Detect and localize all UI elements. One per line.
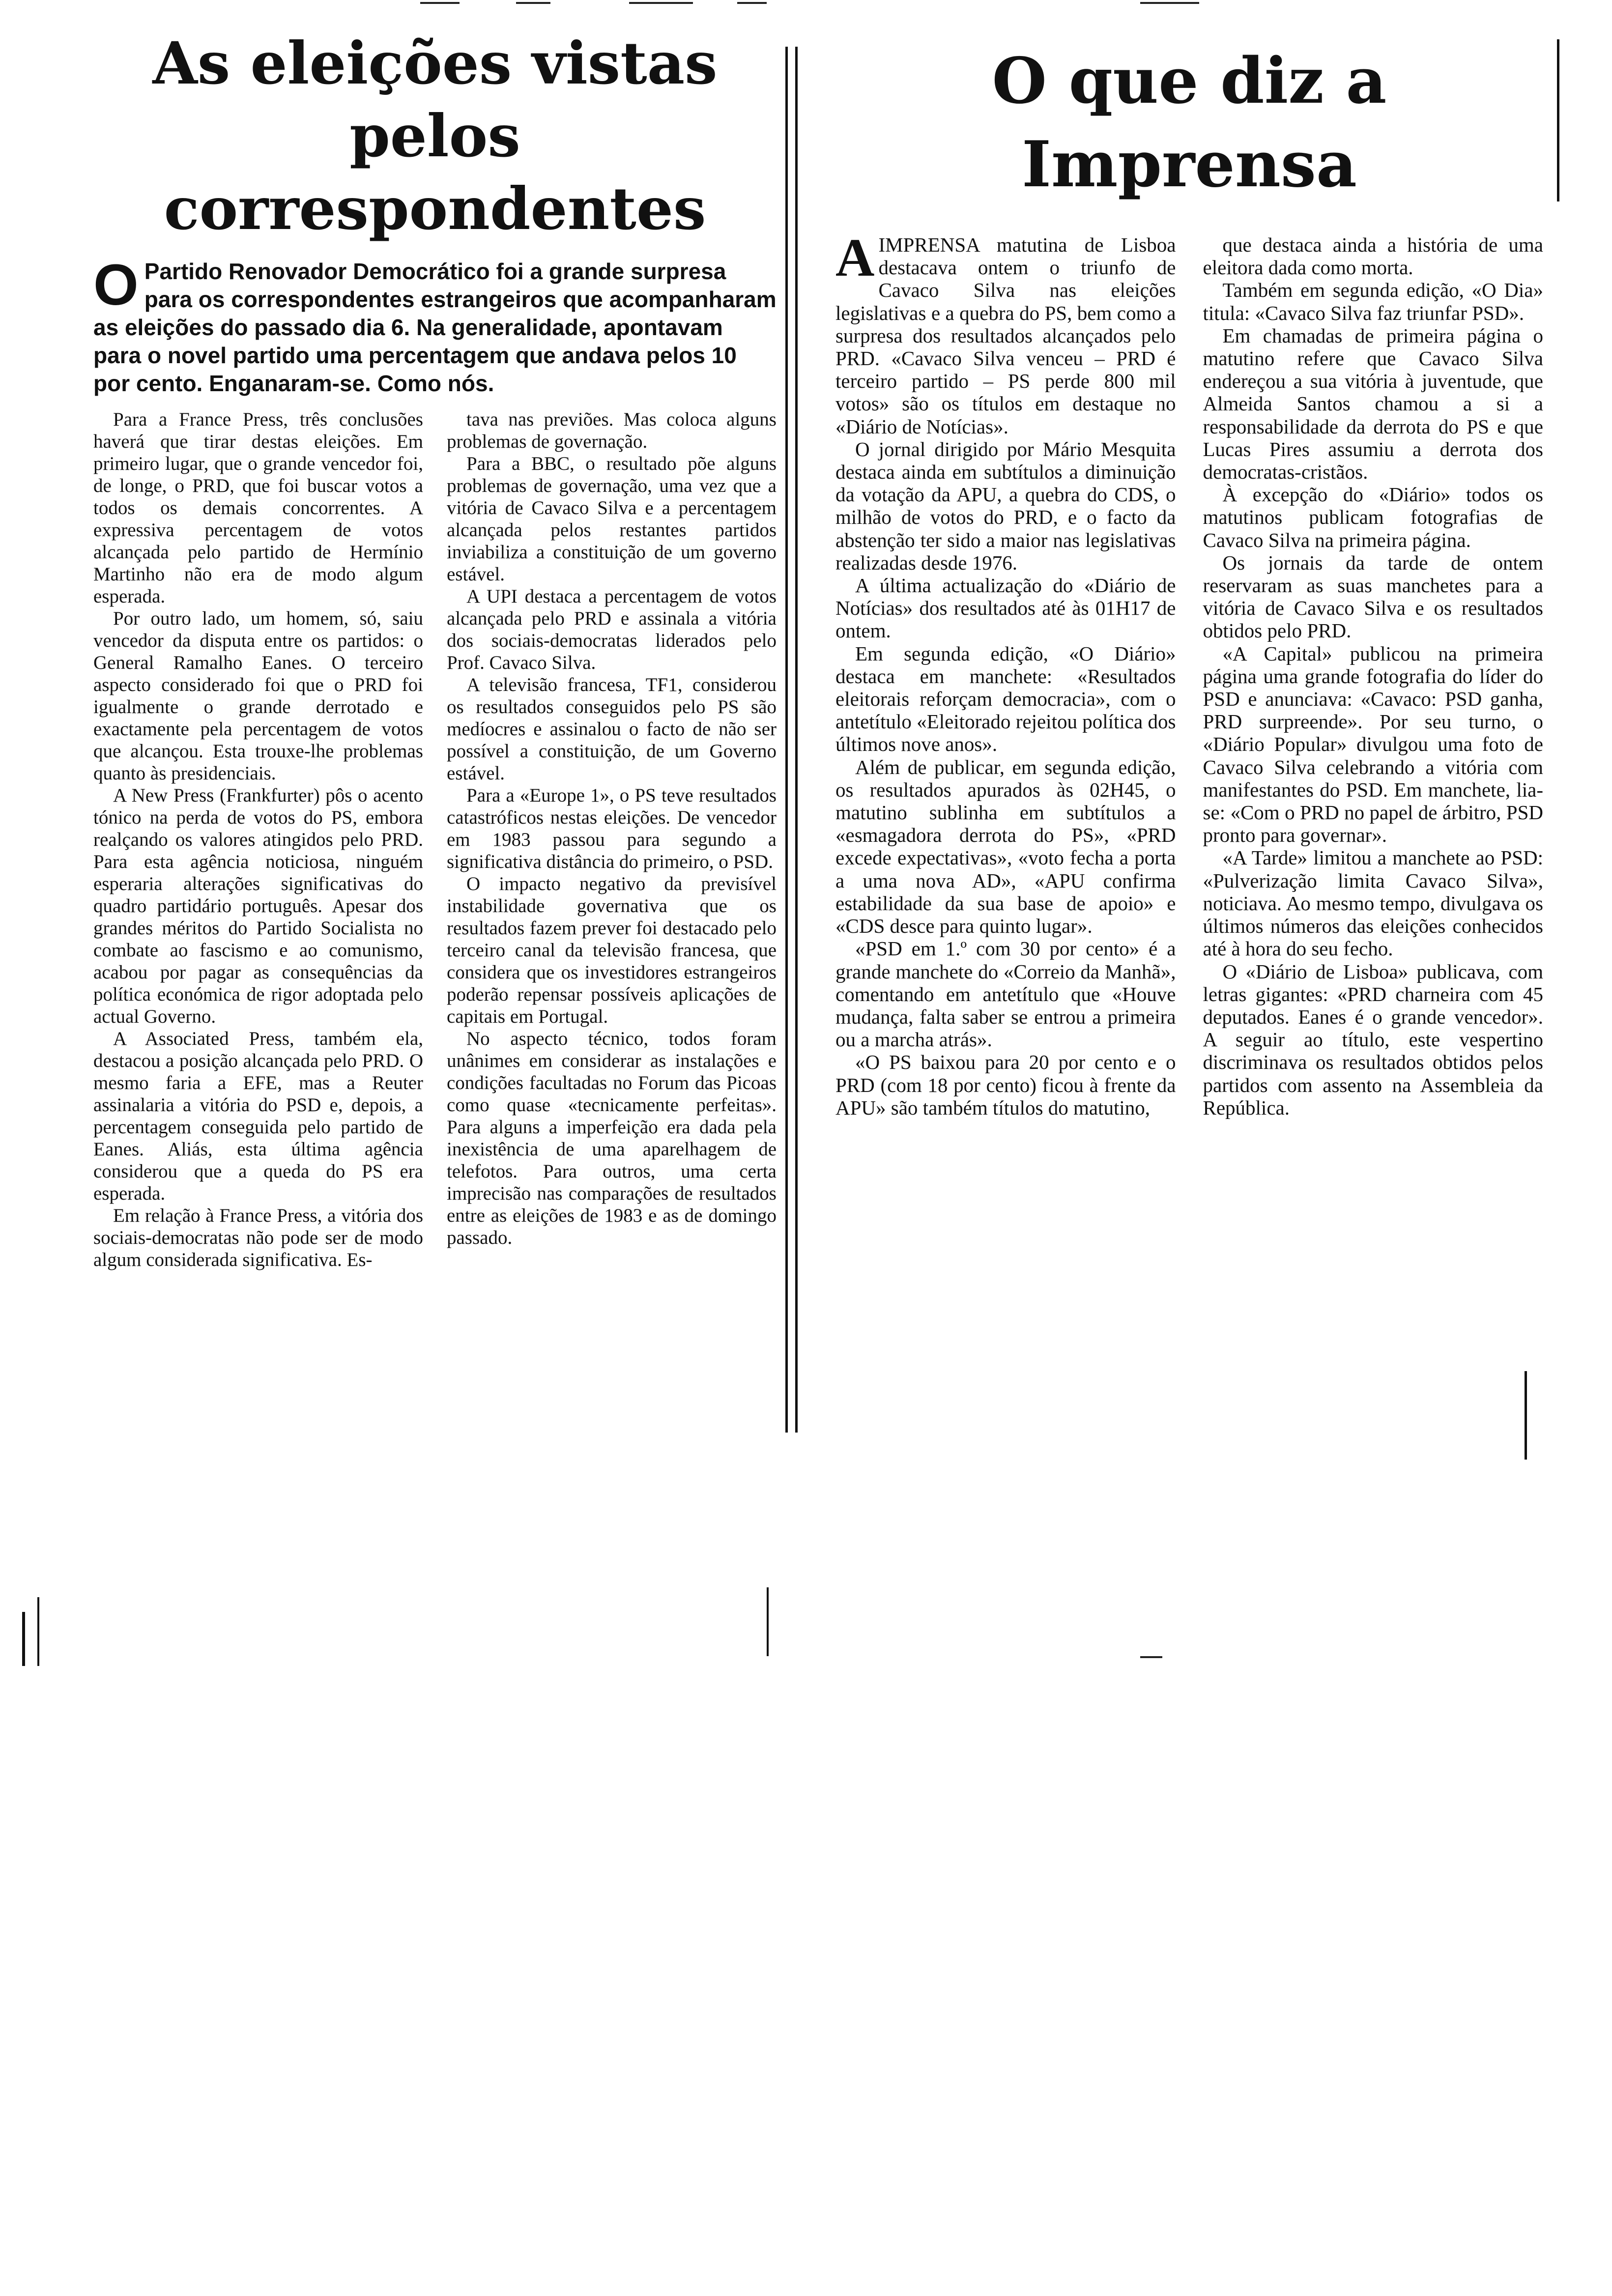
paragraph: tava nas previões. Mas coloca alguns problemas de governação. xyxy=(447,409,777,452)
paragraph: A UPI destaca a percentagem de votos alcançada pelo PRD e assinala a vitória dos sociais-democratas liderados pelo Prof. Cavaco Silva. xyxy=(447,586,777,673)
article-correspondentes xyxy=(93,0,777,1271)
paragraph: «A Tarde» limitou a manchete ao PSD: «Pulverização limita Cavaco Silva», noticiava. Ao mesmo tempo, divulgava os últimos números das eleições conhecidos até à hora do seu fecho. xyxy=(1203,846,1543,960)
column-rule xyxy=(1525,1371,1527,1460)
article-column-1 xyxy=(835,228,1176,1119)
paragraph: Em segunda edição, «O Diário» destaca em manchete: «Resultados eleitorais reforçam democracia», com o antetítulo «Eleitorado rejeitou política dos últimos nove anos». xyxy=(835,642,1176,756)
column-rule xyxy=(22,1612,25,1666)
paragraph: A Associated Press, também ela, destacou a posição alcançada pelo PRD. O mesmo faria a EFE, mas a Reuter assinalaria a vitória do PSD e, depois, a percentagem conseguida pelo partido de Eanes. Aliás, esta última agência considerou que a queda do PS era esperada. xyxy=(93,1028,423,1204)
paragraph: Em chamadas de primeira página o matutino refere que Cavaco Silva endereçou a sua vitória à juventude, que Almeida Santos chamou a si a responsabilidade da derrota do PS e que Lucas Pires assumiu a derrota dos democratas-cristãos. xyxy=(1203,324,1543,484)
column-rule xyxy=(37,1597,39,1666)
column-rule xyxy=(1557,39,1559,201)
paragraph: O impacto negativo da previsível instabilidade governativa que os resultados fazem prever foi destacado pelo terceiro canal da televisão francesa, que considera que os investidores estrangeiros poderão repensar possíveis aplicações de capitais em Portugal. xyxy=(447,873,777,1027)
column-rule xyxy=(767,1587,769,1656)
paragraph: A última actualização do «Diário de Notícias» dos resultados até às 01H17 de ontem. xyxy=(835,574,1176,642)
paragraph xyxy=(835,228,1176,438)
paragraph: «A Capital» publicou na primeira página uma grande fotografia do líder do PSD e anunciava: «Cavaco: PSD ganha, PRD surpreende». Por seu turno, o «Diário Popular» divulgou uma foto de Cavaco Silva celebrando a vitória com manifestantes do PSD. Em manchete, lia-se: «Com o PRD no papel de árbitro, PSD pronto para governar». xyxy=(1203,642,1543,847)
paragraph: Os jornais da tarde de ontem reservaram as suas manchetes para a vitória de Cavaco Silva e os resultados obtidos pelo PRD. xyxy=(1203,551,1543,642)
article-column-2 xyxy=(447,408,777,1271)
article-headline: O que diz a Imprensa xyxy=(992,44,1387,201)
paragraph: que destaca ainda a história de uma eleitora dada como morta. xyxy=(1203,233,1543,279)
article-headline: As eleições vistas pelos correspondentes xyxy=(152,29,718,243)
paragraph: «O PS baixou para 20 por cento e o PRD (com 18 por cento) ficou à frente da APU» são também títulos do matutino, xyxy=(835,1051,1176,1119)
paragraph: Além de publicar, em segunda edição, os resultados apurados às 02H45, o matutino sublinha em subtítulos a «esmagadora derrota do PS», «PRD excede expectativas», «voto fecha a porta a uma nova AD», «APU confirma estabilidade da sua base de apoio» e «CDS desce para quinto lugar». xyxy=(835,755,1176,938)
paragraph: O «Diário de Lisboa» publicava, com letras gigantes: «PRD charneira com 45 deputados. Eanes é o grande vencedor». A seguir ao título, este vespertino discriminava os resultados obtidos pelos partidos com assento na Assembleia da República. xyxy=(1203,960,1543,1119)
paragraph: Para a France Press, três conclusões haverá que tirar destas eleições. Em primeiro lugar, que o grande vencedor foi, de longe, o PRD, que foi buscar votos a todos os demais concorrentes. A expressiva percentagem de votos alcançada pelo partido de Hermínio Martinho não era de modo algum esperada. xyxy=(93,409,423,607)
paragraph: Para a BBC, o resultado põe alguns problemas de governação, uma vez que a vitória de Cavaco Silva e a percentagem alcançada pelos restantes partidos inviabiliza a constituição de um governo estável. xyxy=(447,453,777,585)
paragraph: Para a «Europe 1», o PS teve resultados catastróficos nestas eleições. De vencedor em 1983 passou para segundo a significativa distância do primeiro, o PSD. xyxy=(447,785,777,872)
paragraph: Em relação à France Press, a vitória dos sociais-democratas não pode ser de modo algum considerada significativa. Es- xyxy=(93,1205,423,1270)
column-rule xyxy=(785,47,788,1433)
paragraph: Também em segunda edição, «O Dia» titula: «Cavaco Silva faz triunfar PSD». xyxy=(1203,279,1543,324)
paragraph: A New Press (Frankfurter) pôs o acento tónico na perda de votos do PS, embora realçando os valores atingidos pelo PRD. Para esta agência noticiosa, ninguém esperaria alterações significativas do quadro partidário português. Apesar dos grandes méritos do Partido Socialista no combate ao fascismo e ao comunismo, acabou por pagar as consequências da política económica de rigor adoptada pelo actual Governo. xyxy=(93,785,423,1027)
paragraph: Por outro lado, um homem, só, saiu vencedor da disputa entre os partidos: o General Ramalho Eanes. O terceiro aspecto considerado foi que o PRD foi igualmente o grande derrotado e exactamente pela percentagem de votos que alcançou. Esta trouxe-lhe problemas quanto às presidenciais. xyxy=(93,608,423,784)
dropcap: A xyxy=(835,228,875,287)
lead-dropcap: O xyxy=(93,253,139,317)
article-column-1 xyxy=(93,408,423,1271)
article-lead xyxy=(93,253,777,398)
paragraph-text: IMPRENSA matutina de Lisboa destacava ontem o triunfo de Cavaco Silva nas eleições legislativas e a quebra do PS, bem como a surpresa dos resultados alcançados pelo PRD. «Cavaco Silva venceu – PRD é terceiro partido – PS perde 800 mil votos» são os títulos em destaque no «Diário de Notícias». xyxy=(835,233,1176,438)
paragraph: O jornal dirigido por Mário Mesquita destaca ainda em subtítulos a diminuição da votação da APU, a quebra do CDS, o milhão de votos do PRD, e o facto da abstenção ter sido a maior nas legislativas realizadas desde 1976. xyxy=(835,437,1176,574)
lead-text: Partido Renovador Democrático foi a grande surpresa para os correspondentes estrangeiros que acompanharam as eleições do passado dia 6. Na generalidade, apontavam para o novel partido uma percentagem que andava pelos 10 por cento. Enganaram-se. Como nós. xyxy=(93,258,777,396)
column-rule xyxy=(795,47,798,1433)
article-columns xyxy=(835,228,1543,1119)
paragraph: «PSD em 1.º com 30 por cento» é a grande manchete do «Correio da Manhã», comentando em antetítulo que «Houve mudança, falta saber se entrou a primeira ou a marcha atrás». xyxy=(835,937,1176,1051)
paragraph: À excepção do «Diário» todos os matutinos publicam fotografias de Cavaco Silva na primeira página. xyxy=(1203,483,1543,551)
article-imprensa xyxy=(835,0,1543,1119)
article-columns xyxy=(93,408,777,1271)
paragraph: A televisão francesa, TF1, considerou os resultados conseguidos pelo PS são medíocres e assinalou o facto de não ser possível a constituição, de um Governo estável. xyxy=(447,674,777,784)
paragraph: No aspecto técnico, todos foram unânimes em considerar as instalações e condições facultadas no Forum das Picoas como quase «tecnicamente perfeitas». Para alguns a imperfeição era dada pela inexistência de uma aparelhagem de telefotos. Para outros, uma certa imprecisão nas comparações de resultados entre as eleições de 1983 e as de domingo passado. xyxy=(447,1028,777,1248)
article-column-2 xyxy=(1203,233,1544,1119)
scan-mark xyxy=(1140,1656,1162,1658)
